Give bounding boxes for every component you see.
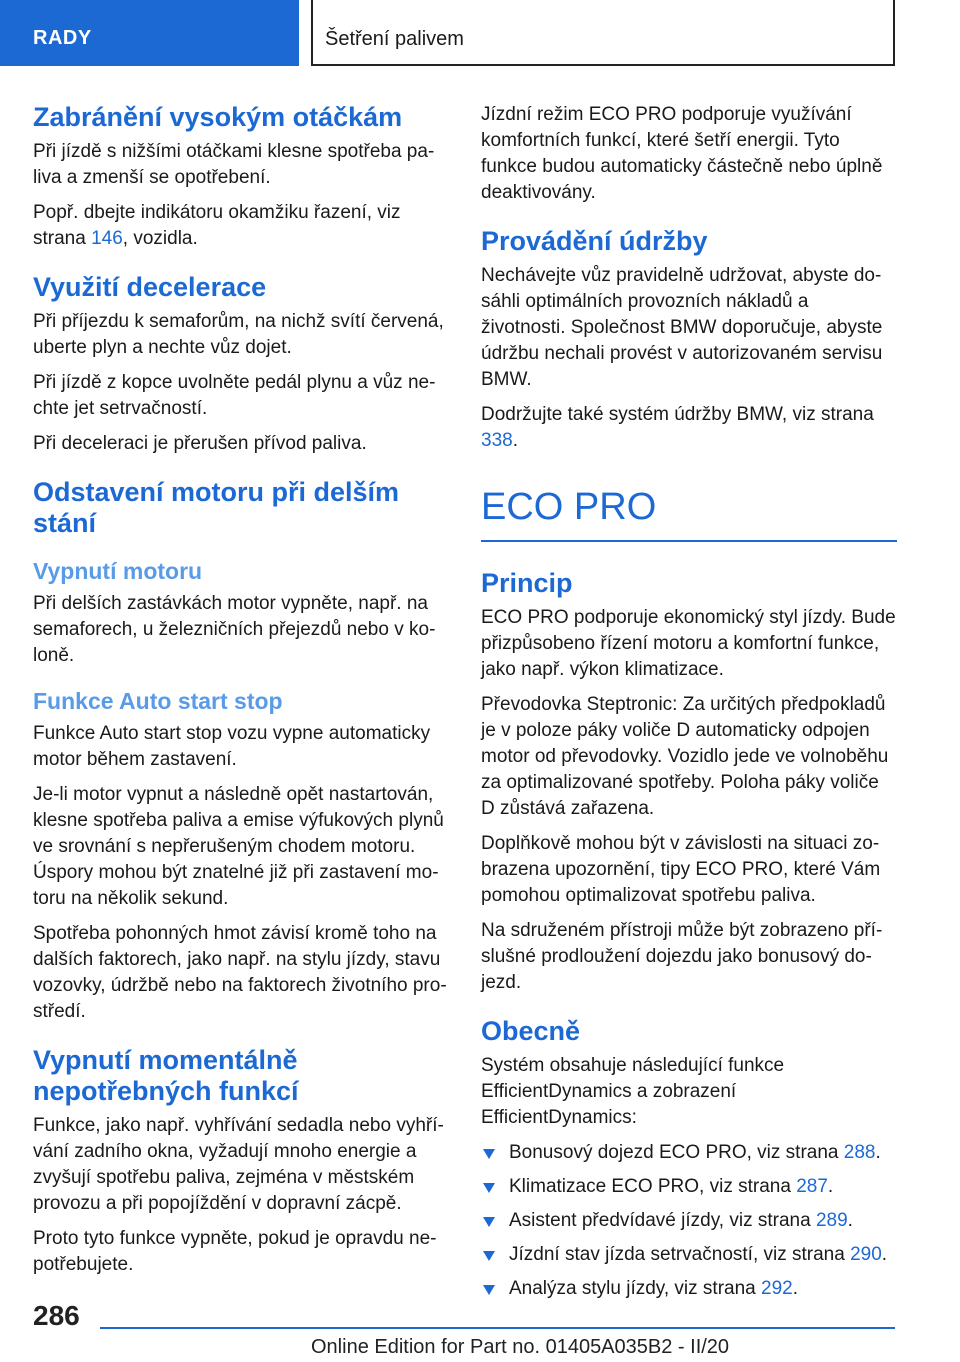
footer-edition: Online Edition for Part no. 01405A035B2 - II/20 <box>311 1336 730 1358</box>
section-title-principle: Princip <box>481 568 573 598</box>
list-item-text: . <box>847 1210 853 1231</box>
page-link-146[interactable]: 146 <box>91 228 123 249</box>
page-link-289[interactable]: 289 <box>815 1210 848 1231</box>
header-chapter-title: Šetření palivem <box>325 28 464 50</box>
header-title-box <box>311 0 895 66</box>
paragraph: Při příjezdu k semaforům, na nichž svítí červená, uberte plyn a nechte vůz dojet. <box>33 311 444 358</box>
paragraph: Na sdruženém přístroji může být zobrazeno příslušné prodloužení dojezdu jako bonusový dojezd. <box>481 920 883 993</box>
list-item-text: Klimatizace ECO PRO, viz strana <box>509 1176 797 1197</box>
page-link-287[interactable]: 287 <box>796 1176 828 1197</box>
section-title-unneeded-functions: Vypnutí momentálně nepotřebných funkcí <box>33 1045 299 1106</box>
paragraph: ECO PRO podporuje ekonomický styl jízdy. Bude přizpůsobeno řízení motoru a komfortní funkce, jako např. výkon klimatizace. <box>481 607 896 680</box>
paragraph: Funkce Auto start stop vozu vypne automaticky motor během zastavení. <box>33 723 431 770</box>
triangle-bullet-icon <box>483 1183 495 1193</box>
paragraph-text: . <box>512 430 518 451</box>
section-title-engine-off: Odstavení motoru při delším stání <box>33 477 400 538</box>
paragraph: Je-li motor vypnut a následně opět nastartován, klesne spotřeba paliva a emise výfukových plynů ve srovnání s nepřerušeným chodem motoru. Úspory mohou být znatelné již při zastavení motoru na několik sekund. <box>33 784 444 909</box>
page-link-292[interactable]: 292 <box>761 1278 793 1299</box>
triangle-bullet-icon <box>483 1285 495 1295</box>
paragraph <box>33 200 449 252</box>
paragraph-text: , vozidla. <box>122 228 198 249</box>
list-item <box>481 1174 897 1200</box>
list-item-text: Bonusový dojezd ECO PRO, viz strana <box>509 1142 844 1163</box>
section-title-high-rpm: Zabránění vysokým otáčkám <box>33 102 403 132</box>
list-item-text: . <box>881 1244 888 1265</box>
paragraph: Doplňkově mohou být v závislosti na situaci zobrazena upozornění, tipy ECO PRO, které Vám pomohou optimalizovat spotřebu paliva. <box>481 833 881 906</box>
chapter-title-eco-pro: ECO PRO <box>481 484 897 542</box>
list-item-text: Analýza stylu jízdy, viz strana <box>509 1278 762 1299</box>
paragraph: Při jízdě z kopce uvolněte pedál plynu a vůz nechte jet setrvačností. <box>33 372 436 419</box>
list-item <box>481 1276 897 1302</box>
list-item <box>481 1140 897 1166</box>
feature-list <box>481 1140 897 1302</box>
triangle-bullet-icon <box>483 1251 495 1261</box>
paragraph: Jízdní režim ECO PRO podporuje využívání komfortních funkcí, které šetří energii. Tyto funkce budou automaticky částečně nebo úplně deaktivovány. <box>481 104 883 203</box>
paragraph: Systém obsahuje následující funkce EfficientDynamics a zobrazení EfficientDynamics: <box>481 1055 785 1128</box>
paragraph <box>481 402 897 454</box>
paragraph: Při jízdě s nižšími otáčkami klesne spotřeba paliva a zmenší se opotřebení. <box>33 141 435 188</box>
right-column <box>481 102 897 1310</box>
page-link-288[interactable]: 288 <box>843 1142 876 1163</box>
list-item-text: . <box>875 1142 881 1163</box>
page-number: 286 <box>33 1300 80 1331</box>
subsection-title-auto-start-stop: Funkce Auto start stop <box>33 688 283 714</box>
paragraph: Proto tyto funkce vypněte, pokud je opravdu nepotřebujete. <box>33 1228 437 1275</box>
left-column <box>33 102 449 1287</box>
paragraph-text: Dodržujte také systém údržby BMW, viz strana <box>481 404 874 425</box>
subsection-title-engine-off: Vypnutí motoru <box>33 558 203 584</box>
page-link-338[interactable]: 338 <box>481 430 513 451</box>
triangle-bullet-icon <box>483 1217 495 1227</box>
section-title-deceleration: Využití decelerace <box>33 272 267 302</box>
header-section-label: RADY <box>33 27 92 49</box>
paragraph: Funkce, jako např. vyhřívání sedadla nebo vyhřívání zadního okna, vyžadují mnoho energie a zvyšují spotřebu paliva, zejména v městském provozu a při popojíždění v dopravní zácpě. <box>33 1115 444 1214</box>
section-title-maintenance: Provádění údržby <box>481 226 708 256</box>
header-section-tab <box>0 0 299 66</box>
paragraph: Nechávejte vůz pravidelně udržovat, abyste dosáhli optimálních provozních nákladů a životnosti. Společnost BMW doporučuje, abyste údržbu nechali provést v autorizovaném servisu BMW. <box>481 265 883 390</box>
triangle-bullet-icon <box>483 1149 495 1159</box>
section-title-general: Obecně <box>481 1016 581 1046</box>
paragraph: Při deceleraci je přerušen přívod paliva. <box>33 433 367 454</box>
paragraph: Při delších zastávkách motor vypněte, např. na semaforech, u železničních přejezdů nebo v koloně. <box>33 593 436 666</box>
list-item <box>481 1208 897 1234</box>
paragraph: Spotřeba pohonných hmot závisí kromě toho na dalších faktorech, jako např. na stylu jízdy, stavu vozovky, údržbě nebo na faktorech životního prostředí. <box>33 923 447 1022</box>
paragraph-text: Popř. dbejte indikátoru okamžiku řazení, viz strana <box>33 202 401 249</box>
list-item-text: Asistent předvídavé jízdy, viz strana <box>509 1210 816 1231</box>
list-item-text: . <box>827 1176 834 1197</box>
list-item-text: . <box>792 1278 799 1299</box>
footer-divider <box>100 1327 895 1329</box>
list-item <box>481 1242 897 1268</box>
paragraph: Převodovka Steptronic: Za určitých předpokladů je v poloze páky voliče D automaticky odpojen motor od převodovky. Vozidlo jede ve volnoběhu za optimalizované spotřeby. Poloha páky voliče D zůstává zařazena. <box>481 694 889 819</box>
list-item-text: Jízdní stav jízda setrvačností, viz strana <box>509 1244 851 1265</box>
page-link-290[interactable]: 290 <box>850 1244 882 1265</box>
